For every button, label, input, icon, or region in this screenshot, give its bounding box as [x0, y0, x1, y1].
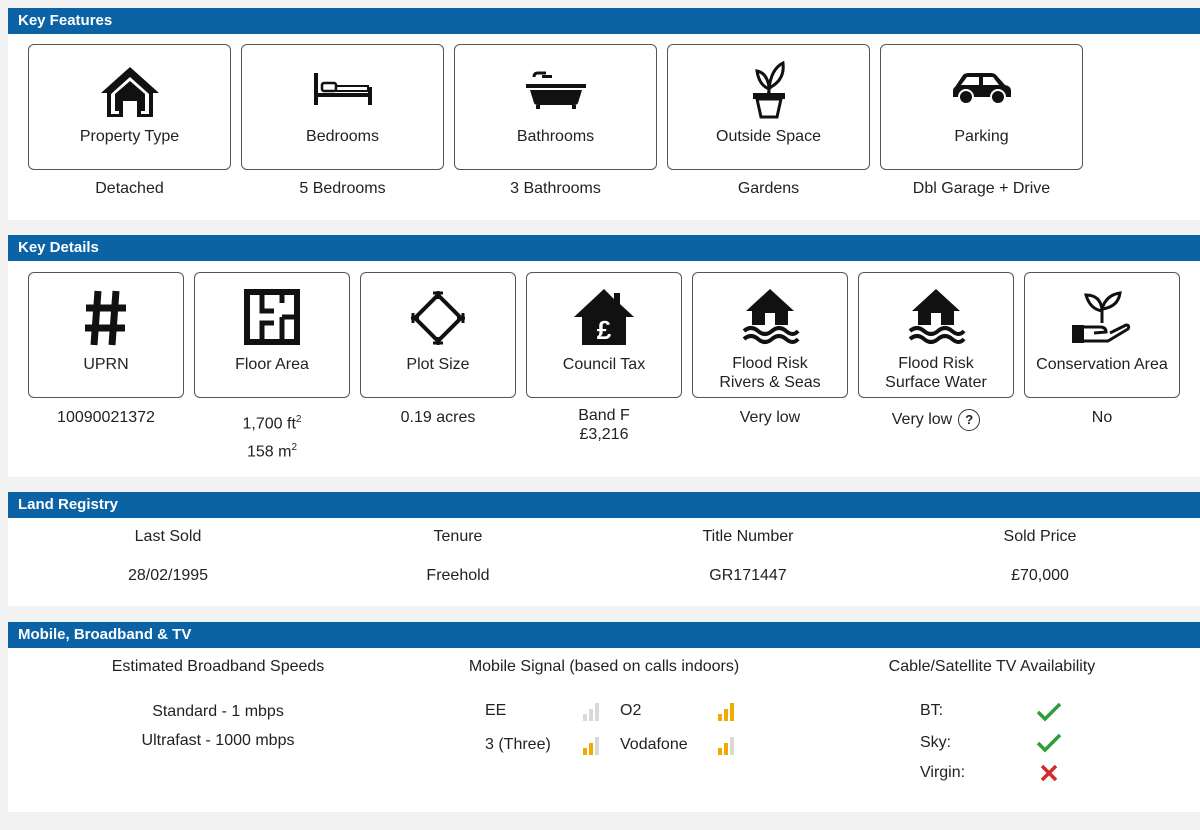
detail-card-plot-size[interactable] — [360, 272, 516, 398]
feature-label: Property Type — [79, 128, 180, 145]
broadband-ultrafast: Ultrafast - 1000 mbps — [141, 732, 295, 749]
land-registry-value: £70,000 — [1011, 567, 1069, 584]
land-registry-label: Last Sold — [134, 528, 202, 545]
feature-label: Bedrooms — [306, 128, 379, 145]
signal-strength-icon — [582, 735, 600, 755]
tv-provider-bt: BT: — [920, 702, 944, 719]
hand-plant-icon — [1070, 287, 1134, 347]
key-features-header: Key Features — [8, 8, 1200, 34]
detail-card-council-tax[interactable] — [526, 272, 682, 398]
network-ee: EE — [485, 702, 507, 719]
detail-value-flood-rivers: Very low — [739, 409, 801, 426]
detail-value-floor-area — [194, 408, 350, 465]
signal-strength-icon — [717, 735, 735, 755]
hash-icon — [83, 289, 129, 347]
help-icon[interactable]: ? — [958, 409, 980, 431]
detail-value-plot-size: 0.19 acres — [400, 409, 476, 426]
floor-area-m: 158 m — [246, 443, 292, 461]
feature-card-outside-space[interactable] — [667, 44, 870, 170]
flood-rivers-label-2: Rivers & Seas — [719, 374, 821, 391]
flood-house-icon — [740, 287, 800, 347]
feature-label: Parking — [954, 128, 1009, 145]
feature-card-bathrooms[interactable] — [454, 44, 657, 170]
land-registry-value: Freehold — [426, 567, 490, 584]
detail-value-conservation-area: No — [1091, 409, 1113, 426]
svg-text:£: £ — [596, 315, 612, 345]
feature-value-parking: Dbl Garage + Drive — [912, 180, 1051, 197]
signal-strength-icon — [582, 701, 600, 721]
tv-provider-sky: Sky: — [920, 734, 952, 751]
plant-pot-icon — [749, 59, 789, 119]
detail-value-council-tax — [526, 406, 682, 444]
house-icon — [99, 63, 161, 119]
detail-value-uprn: 10090021372 — [57, 409, 155, 426]
key-features-section — [8, 8, 1200, 220]
land-registry-value: GR171447 — [709, 567, 787, 584]
detail-label: Floor Area — [235, 356, 309, 373]
land-registry-header: Land Registry — [8, 492, 1200, 518]
land-registry-label: Title Number — [702, 528, 794, 545]
feature-value-outside-space: Gardens — [737, 180, 800, 197]
network-three: 3 (Three) — [485, 736, 551, 753]
feature-card-parking[interactable] — [880, 44, 1083, 170]
land-registry-section — [8, 492, 1200, 606]
detail-label — [693, 354, 847, 392]
mobile-broadband-tv-header: Mobile, Broadband & TV — [8, 622, 1200, 648]
detail-card-flood-rivers[interactable] — [692, 272, 848, 398]
feature-label: Outside Space — [716, 128, 821, 145]
flood-surface-label-2: Surface Water — [885, 374, 987, 391]
check-icon — [1036, 733, 1062, 753]
detail-label: Council Tax — [562, 356, 646, 373]
key-details-header: Key Details — [8, 235, 1200, 261]
detail-card-uprn[interactable] — [28, 272, 184, 398]
flood-house-icon — [906, 287, 966, 347]
detail-value-flood-surface — [858, 408, 1014, 432]
land-registry-label: Sold Price — [1003, 528, 1077, 545]
feature-card-property-type[interactable] — [28, 44, 231, 170]
floor-area-ft: 1,700 ft — [242, 415, 296, 433]
detail-label: Plot Size — [406, 356, 470, 373]
detail-card-flood-surface[interactable] — [858, 272, 1014, 398]
network-vodafone: Vodafone — [620, 736, 688, 753]
feature-label: Bathrooms — [516, 128, 595, 145]
detail-card-conservation-area[interactable] — [1024, 272, 1180, 398]
tv-heading: Cable/Satellite TV Availability — [888, 658, 1096, 675]
council-tax-amount: £3,216 — [579, 426, 629, 443]
floor-area-sup: 2 — [295, 414, 302, 425]
floor-plan-icon — [244, 289, 300, 345]
feature-value-bedrooms: 5 Bedrooms — [299, 180, 386, 197]
detail-card-floor-area[interactable] — [194, 272, 350, 398]
feature-value-bathrooms: 3 Bathrooms — [510, 180, 601, 197]
land-registry-value: 28/02/1995 — [127, 567, 209, 584]
signal-strength-icon — [717, 701, 735, 721]
broadband-heading: Estimated Broadband Speeds — [111, 658, 325, 675]
mobile-broadband-tv-section — [8, 622, 1200, 812]
council-tax-band: Band F — [578, 407, 630, 424]
detail-label: UPRN — [83, 356, 129, 373]
flood-surface-value: Very low — [891, 411, 953, 428]
cross-icon — [1039, 763, 1059, 783]
house-pound-icon — [572, 287, 636, 347]
flood-surface-label-1: Flood Risk — [898, 355, 974, 372]
land-registry-label: Tenure — [433, 528, 483, 545]
network-o2: O2 — [620, 702, 642, 719]
tv-provider-virgin: Virgin: — [920, 764, 966, 781]
check-icon — [1036, 702, 1062, 722]
key-details-section — [8, 235, 1200, 477]
feature-card-bedrooms[interactable] — [241, 44, 444, 170]
bathtub-icon — [524, 71, 588, 109]
car-icon — [951, 71, 1013, 105]
bed-icon — [312, 71, 374, 107]
mobile-signal-heading: Mobile Signal (based on calls indoors) — [468, 658, 740, 675]
broadband-standard: Standard - 1 mbps — [152, 703, 284, 720]
feature-value-property-type: Detached — [95, 180, 164, 197]
detail-label — [859, 354, 1013, 392]
floor-area-sup: 2 — [291, 442, 298, 454]
flood-rivers-label-1: Flood Risk — [732, 355, 808, 372]
plot-diamond-icon — [409, 289, 467, 347]
detail-label: Conservation Area — [1036, 356, 1168, 373]
